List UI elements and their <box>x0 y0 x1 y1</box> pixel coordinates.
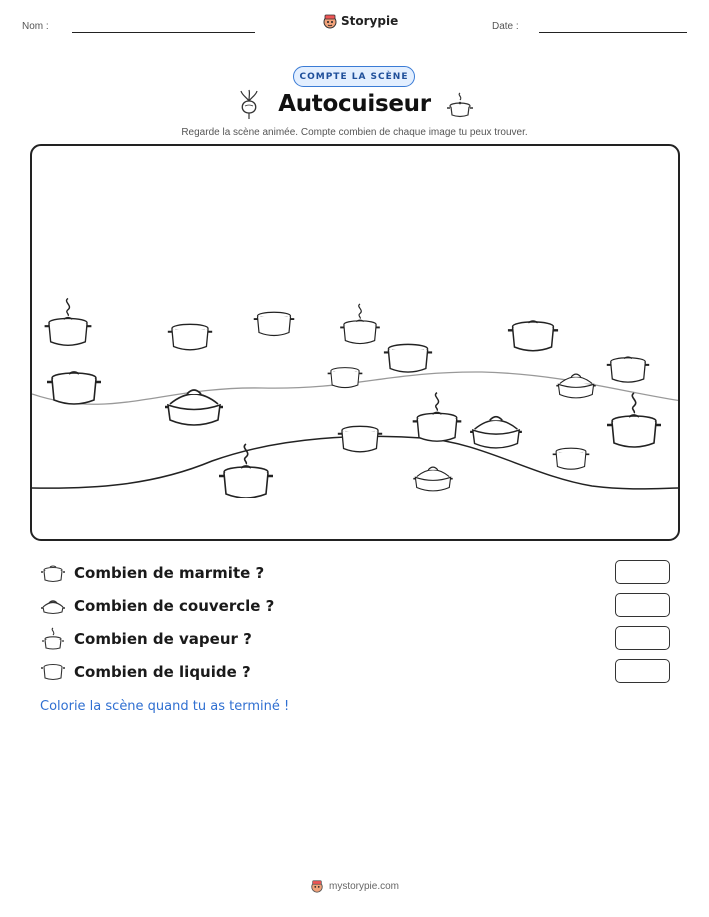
couvercle-pot[interactable] <box>460 406 532 460</box>
liquide-icon <box>40 660 66 684</box>
date-label: Date : <box>492 21 519 32</box>
storypie-logo <box>322 13 398 29</box>
marmite-pot[interactable] <box>40 358 108 418</box>
date-line[interactable] <box>539 32 687 33</box>
liquide-pot[interactable] <box>247 301 301 347</box>
couvercle-pot[interactable] <box>550 366 602 408</box>
liquide-pot[interactable] <box>160 312 220 362</box>
page-title: Autocuiseur <box>278 91 431 117</box>
answer-box-vapeur[interactable] <box>615 626 670 650</box>
storypie-mascot-icon <box>322 13 338 29</box>
liquide-pot[interactable] <box>322 358 368 398</box>
liquide-pot[interactable] <box>377 331 439 385</box>
steaming-pot-icon <box>446 90 474 120</box>
question-text: Combien de marmite ? <box>74 564 265 582</box>
activity-badge: COMPTE LA SCÈNE <box>293 66 415 87</box>
couvercle-pot[interactable] <box>157 378 231 438</box>
name-line[interactable] <box>72 32 255 33</box>
closing-instruction: Colorie la scène quand tu as terminé ! <box>40 699 290 714</box>
answer-box-marmite[interactable] <box>615 560 670 584</box>
vapeur-pot[interactable] <box>215 442 277 502</box>
storypie-mascot-icon <box>310 879 324 893</box>
brand-name: Storypie <box>341 14 399 28</box>
question-row-marmite <box>40 560 670 586</box>
vapeur-pot[interactable] <box>338 298 382 352</box>
vapeur-pot[interactable] <box>410 383 464 453</box>
name-label: Nom : <box>22 21 49 32</box>
question-text: Combien de vapeur ? <box>74 630 252 648</box>
question-row-vapeur <box>40 626 670 652</box>
liquide-pot[interactable] <box>330 414 390 464</box>
vapeur-pot[interactable] <box>604 384 664 458</box>
question-row-couvercle <box>40 593 670 619</box>
footer <box>0 879 709 893</box>
question-text: Combien de liquide ? <box>74 663 251 681</box>
answer-box-liquide[interactable] <box>615 659 670 683</box>
marmite-pot[interactable] <box>502 308 564 364</box>
counting-scene[interactable] <box>30 144 680 541</box>
question-row-liquide <box>40 659 670 685</box>
marmite-icon <box>40 561 66 585</box>
liquide-pot[interactable] <box>546 438 596 480</box>
vapeur-icon <box>40 627 66 651</box>
vapeur-pot[interactable] <box>42 292 94 354</box>
couvercle-icon <box>40 594 66 618</box>
footer-url: mystorypie.com <box>328 880 399 892</box>
question-text: Combien de couvercle ? <box>74 597 275 615</box>
instructions-text: Regarde la scène animée. Compte combien de chaque image tu peux trouver. <box>181 127 528 138</box>
answer-box-couvercle[interactable] <box>615 593 670 617</box>
couvercle-pot[interactable] <box>407 459 459 501</box>
